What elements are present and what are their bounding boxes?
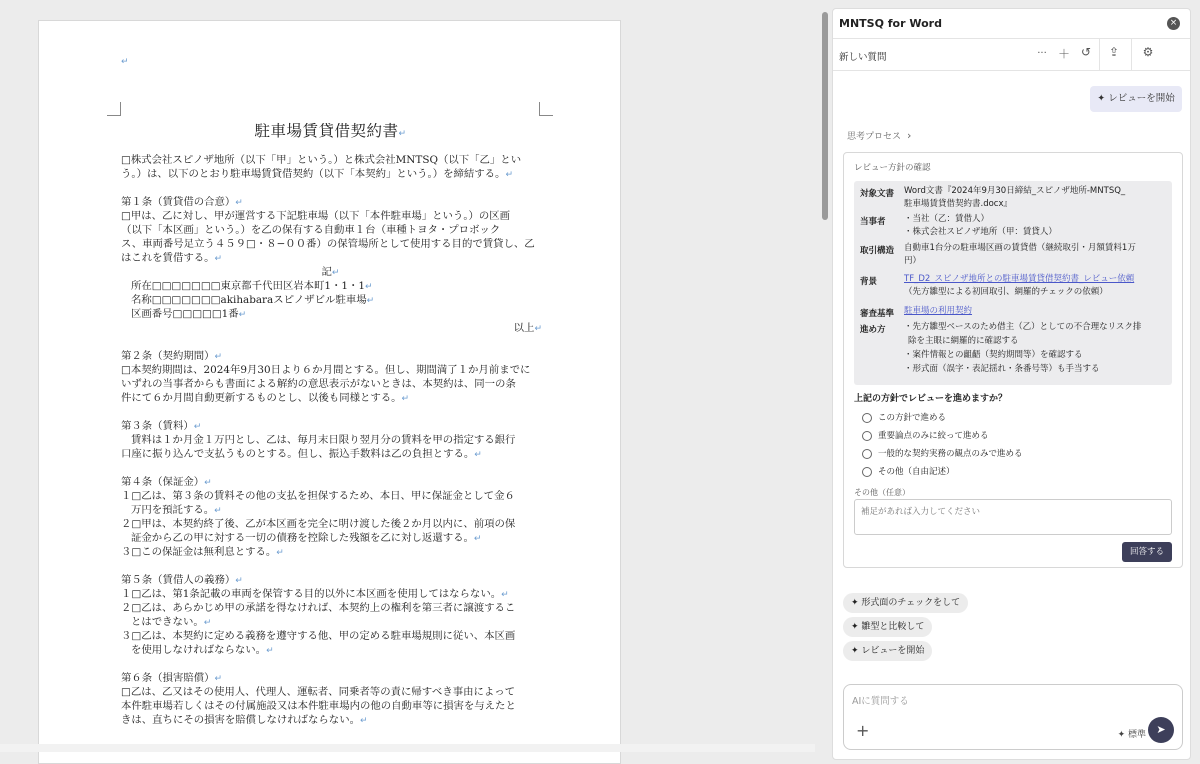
info-value: ・形式面（誤字・表記揺れ・条番号等）も手当する [904, 364, 1100, 374]
doc-line-center: 記↵ [321, 266, 340, 278]
doc-line: ス、車両番号足立う４５９□・８−００番）の保管場所として使用する目的で賃貸し、乙 [121, 238, 535, 250]
info-value: 除を主眼に網羅的に確認する [908, 336, 1019, 346]
info-value: 駐車場賃貸借契約書.docx』 [904, 199, 1013, 209]
info-value: ・案件情報との齟齬（契約期間等）を確認する [904, 350, 1083, 360]
doc-line: いずれの当事者からも書面による解約の意思表示がないときは、本契約は、同一の条 [121, 378, 516, 390]
info-key: 審査基準 [860, 309, 895, 319]
article-heading: 第６条（損害賠償）↵ [121, 672, 223, 684]
sparkle-icon: ✦ [1097, 93, 1109, 104]
info-key: 取引構造 [860, 246, 895, 256]
doc-line: 賃料は１か月金１万円とし、乙は、毎月末日限り翌月分の賃料を甲の指定する銀行 [131, 434, 516, 446]
addin-panel [832, 8, 1191, 760]
doc-line: １□乙は、第３条の賃料その他の支払を担保するため、本日、甲に保証金として金６ [121, 490, 515, 502]
new-question-label: 新しい質問 [839, 52, 887, 63]
radio-circle-icon [862, 449, 872, 459]
info-key: 背景 [860, 277, 878, 287]
plus-icon[interactable]: ＋ [1057, 47, 1070, 61]
option-radio[interactable]: この方針で進める [862, 411, 946, 423]
gear-icon[interactable]: ⚙ [1142, 45, 1154, 59]
info-value: ・当社（乙：賃借人） [904, 214, 990, 224]
toolbar-divider [1099, 39, 1100, 71]
info-value: Word文書『2024年9月30日締結_スピノザ地所-MNTSQ_ [904, 186, 1126, 196]
panel-header [833, 9, 1190, 39]
option-radio[interactable]: 重要論点のみに絞って進める [862, 429, 989, 441]
close-icon[interactable]: × [1167, 17, 1180, 30]
info-value: ・先方雛型ベースのため借主（乙）としての不合理なリスク排 [904, 322, 1142, 332]
info-value: 円） [904, 256, 922, 266]
doc-line: １□乙は、第1条記載の車両を保管する目的以外に本区画を使用してはならない。↵ [121, 588, 509, 600]
sparkle-icon: ✦ [851, 622, 862, 632]
info-value: 自動車1台分の駐車場区画の賃貸借（継続取引・月額賃料1万 [904, 243, 1136, 253]
chat-input-box[interactable] [843, 684, 1183, 750]
article-heading: 第５条（賃借人の義務）↵ [121, 574, 243, 586]
crop-mark-right [539, 102, 553, 116]
document-title: 駐車場賃貸借契約書↵ [254, 122, 407, 140]
app-title: MNTSQ for Word [839, 17, 942, 30]
article-heading: 第３条（賃料）↵ [121, 420, 202, 432]
sparkle-icon: ✦ [851, 646, 862, 656]
policy-question: 上記の方針でレビューを進めますか？ [854, 394, 1008, 404]
document-page[interactable] [38, 20, 621, 764]
panel-scrollbar[interactable] [1191, 8, 1200, 760]
doc-line: を使用しなければならない。↵ [131, 644, 274, 656]
horizontal-scrollbar[interactable] [0, 744, 815, 752]
doc-line: 名称□□□□□□□akihabaraスピノザビル駐車場↵ [131, 294, 375, 306]
chat-placeholder: AIに質問する [852, 696, 909, 707]
more-icon[interactable]: ··· [1037, 48, 1047, 59]
doc-line: きは、直ちにその損害を賠償しなければならない。↵ [121, 714, 368, 726]
doc-line: 証金から乙の甲に対する一切の債務を控除した残額を乙に対し返還する。↵ [131, 532, 482, 544]
history-icon[interactable]: ↺ [1080, 45, 1092, 59]
doc-line: 本件駐車場若しくはその付属施設又は本件駐車場内の他の自動車等に損害を与えたと [121, 700, 516, 712]
other-label: その他（任意） [854, 488, 910, 497]
article-heading: 第４条（保証金）↵ [121, 476, 212, 488]
doc-line: ３□乙は、本契約に定める義務を遵守する他、甲の定める駐車場規則に従い、本区画 [121, 630, 516, 642]
info-key: 対象文書 [860, 189, 895, 199]
send-icon[interactable]: ➤ [1148, 717, 1174, 743]
doc-line-right: 以上↵ [513, 322, 542, 334]
other-textarea[interactable] [854, 499, 1172, 535]
doc-line: □乙は、乙又はその使用人、代理人、運転者、同乗者等の責に帰すべき事由によって [121, 686, 516, 698]
sparkle-icon: ✦ [1117, 730, 1128, 740]
attach-plus-icon[interactable]: + [856, 721, 870, 740]
thinking-process-toggle[interactable]: 思考プロセス › [847, 129, 912, 142]
card-title: レビュー方針の確認 [854, 163, 931, 173]
radio-circle-icon [862, 467, 872, 477]
doc-line: □甲は、乙に対し、甲が運営する下記駐車場（以下「本件駐車場」という。）の区画 [121, 210, 511, 222]
mode-selector[interactable]: ✦ 標準 [1117, 730, 1146, 740]
article-heading: 第２条（契約期間）↵ [121, 350, 223, 362]
paragraph-mark: ↵ [121, 57, 129, 67]
panel-toolbar [833, 39, 1190, 71]
doc-line: 口座に振り込んで支払うものとする。但し、振込手数料は乙の負担とする。↵ [121, 448, 482, 460]
sparkle-icon: ✦ [851, 598, 862, 608]
background-link[interactable]: TF_D2_スピノザ地所との駐車場賃貸借契約書_レビュー依頼 [904, 274, 1135, 284]
info-key: 当事者 [860, 217, 886, 227]
radio-circle-icon [862, 413, 872, 423]
policy-info-box [854, 181, 1172, 385]
option-radio[interactable]: 一般的な契約実務の観点のみで進める [862, 447, 1023, 459]
doc-line: 件にて６か月間自動更新するものとし、以後も同様とする。↵ [121, 392, 410, 404]
doc-line: （以下「本区画」という。）を乙の保有する自動車１台（車種トヨタ・プロボック [121, 224, 501, 236]
info-value: （先方雛型による初回取引、網羅的チェックの依頼） [904, 287, 1108, 297]
doc-line: 所在□□□□□□□東京都千代田区岩本町1・1・1↵ [131, 280, 373, 292]
doc-line: ２□乙は、あらかじめ甲の承諾を得なければ、本契約上の権利を第三者に譲渡するこ [121, 602, 516, 614]
radio-circle-icon [862, 431, 872, 441]
doc-line: □本契約期間は、2024年9月30日より６か月間とする。但し、期間満了１か月前までに [121, 364, 531, 376]
chevron-right-icon: › [907, 129, 912, 142]
doc-line: ３□この保証金は無利息とする。↵ [121, 546, 284, 558]
doc-line: 区画番号□□□□□1番↵ [131, 308, 247, 320]
doc-line: □株式会社スピノザ地所（以下「甲」という。）と株式会社MNTSQ（以下「乙」とい [121, 154, 522, 166]
start-review-button[interactable]: ✦ レビューを開始 [1090, 86, 1182, 112]
criteria-link[interactable]: 駐車場の利用契約 [904, 306, 973, 316]
doc-line: とはできない。↵ [131, 616, 212, 628]
toolbar-divider [1131, 39, 1132, 71]
suggestion-chip[interactable]: ✦ レビューを開始 [843, 641, 932, 661]
article-heading: 第１条（賃貸借の合意）↵ [121, 196, 243, 208]
option-radio[interactable]: その他（自由記述） [862, 465, 955, 477]
doc-line: はこれを賃借する。↵ [121, 252, 223, 264]
submit-answer-button[interactable]: 回答する [1122, 542, 1172, 562]
suggestion-chip[interactable]: ✦ 形式面のチェックをして [843, 593, 968, 613]
share-icon[interactable]: ⇪ [1108, 45, 1120, 59]
doc-line: ２□甲は、本契約終了後、乙が本区画を完全に明け渡した後２か月以内に、前項の保 [121, 518, 516, 530]
info-key: 進め方 [860, 325, 886, 335]
info-value: ・株式会社スピノザ地所（甲：賃貸人） [904, 227, 1057, 237]
suggestion-chip[interactable]: ✦ 雛型と比較して [843, 617, 932, 637]
document-scrollbar-thumb[interactable] [822, 12, 828, 220]
review-policy-card [843, 152, 1183, 568]
doc-line: 万円を預託する。↵ [131, 504, 222, 516]
crop-mark-left [107, 102, 121, 116]
doc-line: う。）は、以下のとおり駐車場賃貸借契約（以下「本契約」という。）を締結する。↵ [121, 168, 513, 180]
